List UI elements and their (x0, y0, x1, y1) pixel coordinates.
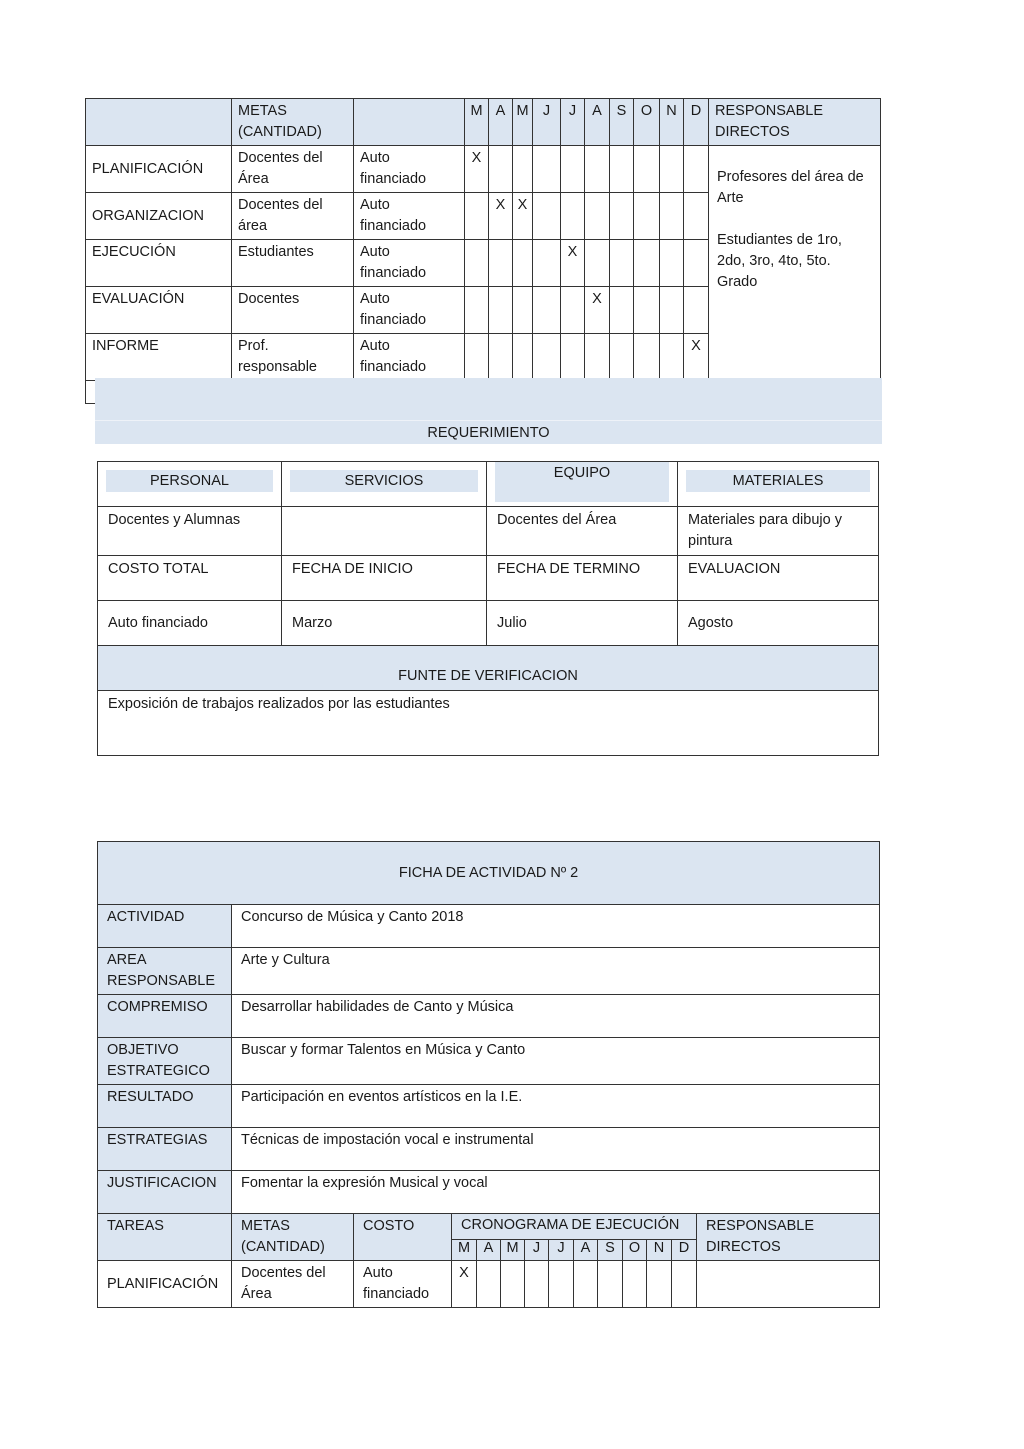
task-meta: Docentes del Área (232, 1261, 354, 1308)
month-mark (610, 240, 634, 287)
month-mark (465, 240, 489, 287)
month-header: M (452, 1240, 477, 1261)
month-mark: X (465, 146, 489, 193)
month-mark (574, 1261, 598, 1308)
ficha-field-row (98, 1038, 880, 1085)
tasks-header-row (98, 1214, 880, 1240)
task-name: INFORME (86, 334, 232, 381)
month-mark (533, 287, 561, 334)
month-header: M (513, 99, 533, 146)
requerimiento-table (97, 461, 879, 756)
ficha-actividad-2 (97, 841, 880, 1308)
verification-row (98, 691, 879, 756)
task-name: EVALUACIÓN (86, 287, 232, 334)
header-metas: METAS (CANTIDAD) (232, 99, 354, 146)
schedule-table (85, 98, 881, 404)
responsables-cell (709, 146, 881, 404)
costo-total-label: COSTO TOTAL (98, 556, 282, 601)
header-costo (354, 99, 465, 146)
ficha-title-row (98, 842, 880, 905)
month-header: J (561, 99, 585, 146)
task-cost: Auto financiado (354, 146, 465, 193)
month-mark (533, 240, 561, 287)
month-header: A (574, 1240, 598, 1261)
field-label: COMPREMISO (98, 995, 232, 1038)
header-costo: COSTO (354, 1214, 452, 1261)
month-mark (549, 1261, 574, 1308)
field-label: ESTRATEGIAS (98, 1128, 232, 1171)
responsables-profesores: Profesores del área de Arte (717, 169, 864, 206)
materiales-label: MATERIALES (686, 470, 870, 492)
month-header: A (489, 99, 513, 146)
month-mark (465, 287, 489, 334)
field-label: ACTIVIDAD (98, 905, 232, 948)
task-meta: Docentes (232, 287, 354, 334)
fecha-inicio-label: FECHA DE INICIO (282, 556, 487, 601)
task-meta: Prof. responsable (232, 334, 354, 381)
field-value: Fomentar la expresión Musical y vocal (232, 1171, 880, 1214)
band-divider (95, 420, 882, 421)
month-mark (634, 193, 660, 240)
evaluacion-label: EVALUACION (678, 556, 879, 601)
requerimiento-title: REQUERIMIENTO (427, 425, 550, 441)
month-mark (585, 240, 610, 287)
ficha-field-row (98, 995, 880, 1038)
evaluacion-value: Agosto (678, 601, 879, 646)
ficha-field-row (98, 948, 880, 995)
schedule-header-row (86, 99, 881, 146)
equipo-value: Docentes del Área (487, 507, 678, 556)
costo-total-value: Auto financiado (98, 601, 282, 646)
servicios-label: SERVICIOS (290, 470, 478, 492)
task-name: ORGANIZACION (86, 193, 232, 240)
month-mark (598, 1261, 623, 1308)
fecha-inicio-value: Marzo (282, 601, 487, 646)
materiales-value: Materiales para dibujo y pintura (678, 507, 879, 556)
month-mark (525, 1261, 549, 1308)
month-mark (634, 334, 660, 381)
month-mark (489, 334, 513, 381)
fecha-termino-value: Julio (487, 601, 678, 646)
task-name: PLANIFICACIÓN (98, 1261, 232, 1308)
month-mark (684, 287, 709, 334)
personal-header (98, 462, 282, 507)
field-label: AREA RESPONSABLE (98, 948, 232, 995)
servicios-header (282, 462, 487, 507)
month-header: J (549, 1240, 574, 1261)
month-mark (660, 240, 684, 287)
verification-header-row (98, 646, 879, 691)
info-labels-row (98, 556, 879, 601)
personal-label: PERSONAL (106, 470, 273, 492)
month-mark (533, 146, 561, 193)
task-name: PLANIFICACIÓN (86, 146, 232, 193)
month-mark (610, 287, 634, 334)
month-mark (660, 146, 684, 193)
task-meta: Docentes del área (232, 193, 354, 240)
month-header: N (660, 99, 684, 146)
header-metas: METAS (CANTIDAD) (232, 1214, 354, 1261)
month-header: S (598, 1240, 623, 1261)
month-mark (634, 287, 660, 334)
month-mark (489, 146, 513, 193)
month-header: A (585, 99, 610, 146)
fecha-termino-label: FECHA DE TERMINO (487, 556, 678, 601)
month-mark: X (561, 240, 585, 287)
month-mark (513, 146, 533, 193)
month-mark (501, 1261, 525, 1308)
ficha-title: FICHA DE ACTIVIDAD Nº 2 (98, 842, 880, 905)
month-mark (610, 334, 634, 381)
ficha-field-row (98, 905, 880, 948)
field-value: Participación en eventos artísticos en la I.E. (232, 1085, 880, 1128)
month-mark (660, 287, 684, 334)
month-mark (647, 1261, 672, 1308)
verification-text: Exposición de trabajos realizados por las estudiantes (98, 691, 879, 756)
month-mark (623, 1261, 647, 1308)
month-mark (465, 334, 489, 381)
task-meta: Estudiantes (232, 240, 354, 287)
month-mark (465, 193, 489, 240)
month-header: D (684, 99, 709, 146)
task-meta: Docentes del Área (232, 146, 354, 193)
field-value: Técnicas de impostación vocal e instrumental (232, 1128, 880, 1171)
month-mark (660, 334, 684, 381)
field-label: OBJETIVO ESTRATEGICO (98, 1038, 232, 1085)
month-mark (561, 287, 585, 334)
month-mark (533, 334, 561, 381)
header-tareas (86, 99, 232, 146)
month-mark (634, 146, 660, 193)
month-mark (533, 193, 561, 240)
month-mark (585, 193, 610, 240)
month-mark (513, 334, 533, 381)
equipo-header (487, 462, 678, 507)
month-mark (585, 146, 610, 193)
field-value: Buscar y formar Talentos en Música y Canto (232, 1038, 880, 1085)
personal-value: Docentes y Alumnas (98, 507, 282, 556)
month-mark: X (684, 334, 709, 381)
schedule-row (86, 146, 881, 193)
month-mark (610, 193, 634, 240)
month-header: A (477, 1240, 501, 1261)
verification-title: FUNTE DE VERIFICACION (98, 646, 879, 691)
month-header: O (623, 1240, 647, 1261)
task-cost: Auto financiado (354, 334, 465, 381)
month-mark (489, 240, 513, 287)
month-header: O (634, 99, 660, 146)
task-row (98, 1261, 880, 1308)
month-header: S (610, 99, 634, 146)
month-header: J (525, 1240, 549, 1261)
month-mark: X (489, 193, 513, 240)
ficha-field-row (98, 1128, 880, 1171)
month-mark (684, 146, 709, 193)
month-mark (684, 193, 709, 240)
month-mark (684, 240, 709, 287)
task-cost: Auto financiado (354, 287, 465, 334)
month-mark (489, 287, 513, 334)
header-cronograma: CRONOGRAMA DE EJECUCIÓN (452, 1214, 697, 1240)
field-label: JUSTIFICACION (98, 1171, 232, 1214)
month-mark (610, 146, 634, 193)
ficha-field-row (98, 1085, 880, 1128)
month-header: M (465, 99, 489, 146)
month-header: N (647, 1240, 672, 1261)
responsables-estudiantes: Estudiantes de 1ro, 2do, 3ro, 4to, 5to. Grado (717, 232, 842, 290)
month-mark (513, 287, 533, 334)
equipo-label: EQUIPO (495, 462, 669, 502)
header-responsable: RESPONSABLE DIRECTOS (709, 99, 881, 146)
month-mark (585, 334, 610, 381)
materiales-header (678, 462, 879, 507)
month-mark (660, 193, 684, 240)
requerimiento-header-row (98, 462, 879, 507)
ficha-field-row (98, 1171, 880, 1214)
task-cost: Auto financiado (354, 193, 465, 240)
field-label: RESULTADO (98, 1085, 232, 1128)
month-mark (561, 193, 585, 240)
month-mark (561, 334, 585, 381)
requerimiento-values-row (98, 507, 879, 556)
servicios-value (282, 507, 487, 556)
month-mark (634, 240, 660, 287)
month-mark (513, 240, 533, 287)
month-mark (561, 146, 585, 193)
field-value: Arte y Cultura (232, 948, 880, 995)
task-cost: Auto financiado (354, 240, 465, 287)
month-mark (477, 1261, 501, 1308)
task-cost: Auto financiado (354, 1261, 452, 1308)
task-name: EJECUCIÓN (86, 240, 232, 287)
header-responsable: RESPONSABLE DIRECTOS (697, 1214, 880, 1261)
requerimiento-band (95, 378, 882, 444)
month-mark: X (585, 287, 610, 334)
month-mark (672, 1261, 697, 1308)
field-value: Concurso de Música y Canto 2018 (232, 905, 880, 948)
month-mark: X (452, 1261, 477, 1308)
month-header: M (501, 1240, 525, 1261)
month-header: D (672, 1240, 697, 1261)
month-header: J (533, 99, 561, 146)
task-responsable (697, 1261, 880, 1308)
header-tareas: TAREAS (98, 1214, 232, 1261)
field-value: Desarrollar habilidades de Canto y Música (232, 995, 880, 1038)
month-mark: X (513, 193, 533, 240)
info-values-row (98, 601, 879, 646)
